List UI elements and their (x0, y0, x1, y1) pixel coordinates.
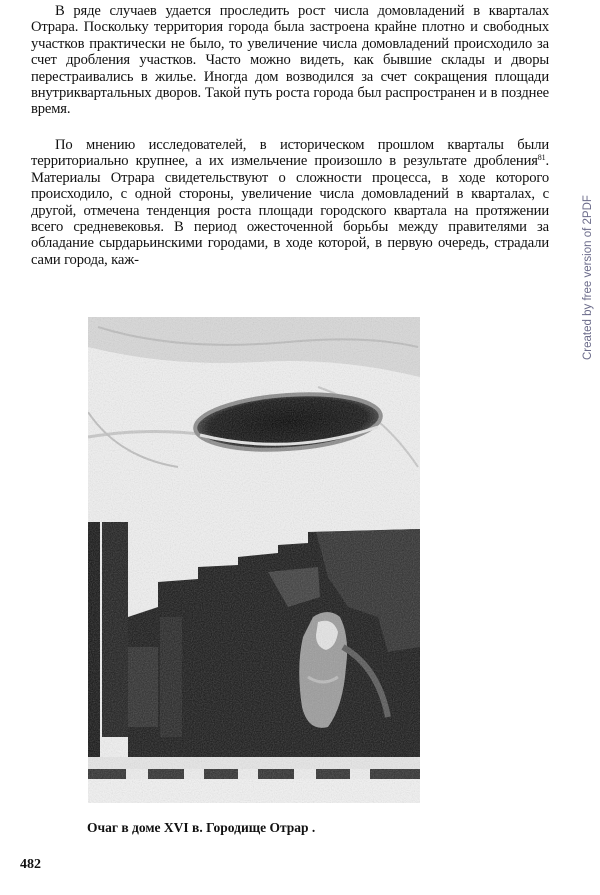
paragraph-research-opinion (31, 137, 549, 268)
footnote-reference: 81 (537, 153, 546, 163)
pdf-watermark: Created by free version of 2PDF (582, 195, 594, 360)
paragraph-text-before-footnote: По мнению исследователей, в историческом прошлом кварталы были территориально крупнее, а их измельчение произошло в результате дробления (31, 137, 549, 170)
hearth-photograph (88, 317, 420, 803)
page-number: 482 (20, 857, 41, 872)
hearth-photo-graphic (88, 317, 420, 803)
paragraph-households: В ряде случаев удается проследить рост числа домовладений в кварталах Отрара. Поскольку территория города была застроена крайне плотно и свободных участков практически не было, то увеличение числа домовладений происходило за счет дробления участков. Часто можно видеть, как бывшие склады и дворы перестраивались в жилье. Иногда дом возводился за счет сокращения площади внутриквартальных дворов. Такой путь роста города был распространен и в позднее время. (31, 3, 549, 118)
figure-caption: Очаг в доме XVI в. Городище Отрар . (87, 820, 316, 835)
paragraph-text-after-footnote: . Материалы Отрара свидетельствуют о сложности процесса, в ходе которого происходило, с одной стороны, увеличение числа домовладений в кварталах, с другой, отмечена тенденция роста площади городского квартала на протяжении всего средневековья. В период ожесточенной борьбы между правителями за обладание сырдарьинскими городами, в ходе которой, в первую очередь, страдали сами города, каж- (31, 153, 549, 268)
